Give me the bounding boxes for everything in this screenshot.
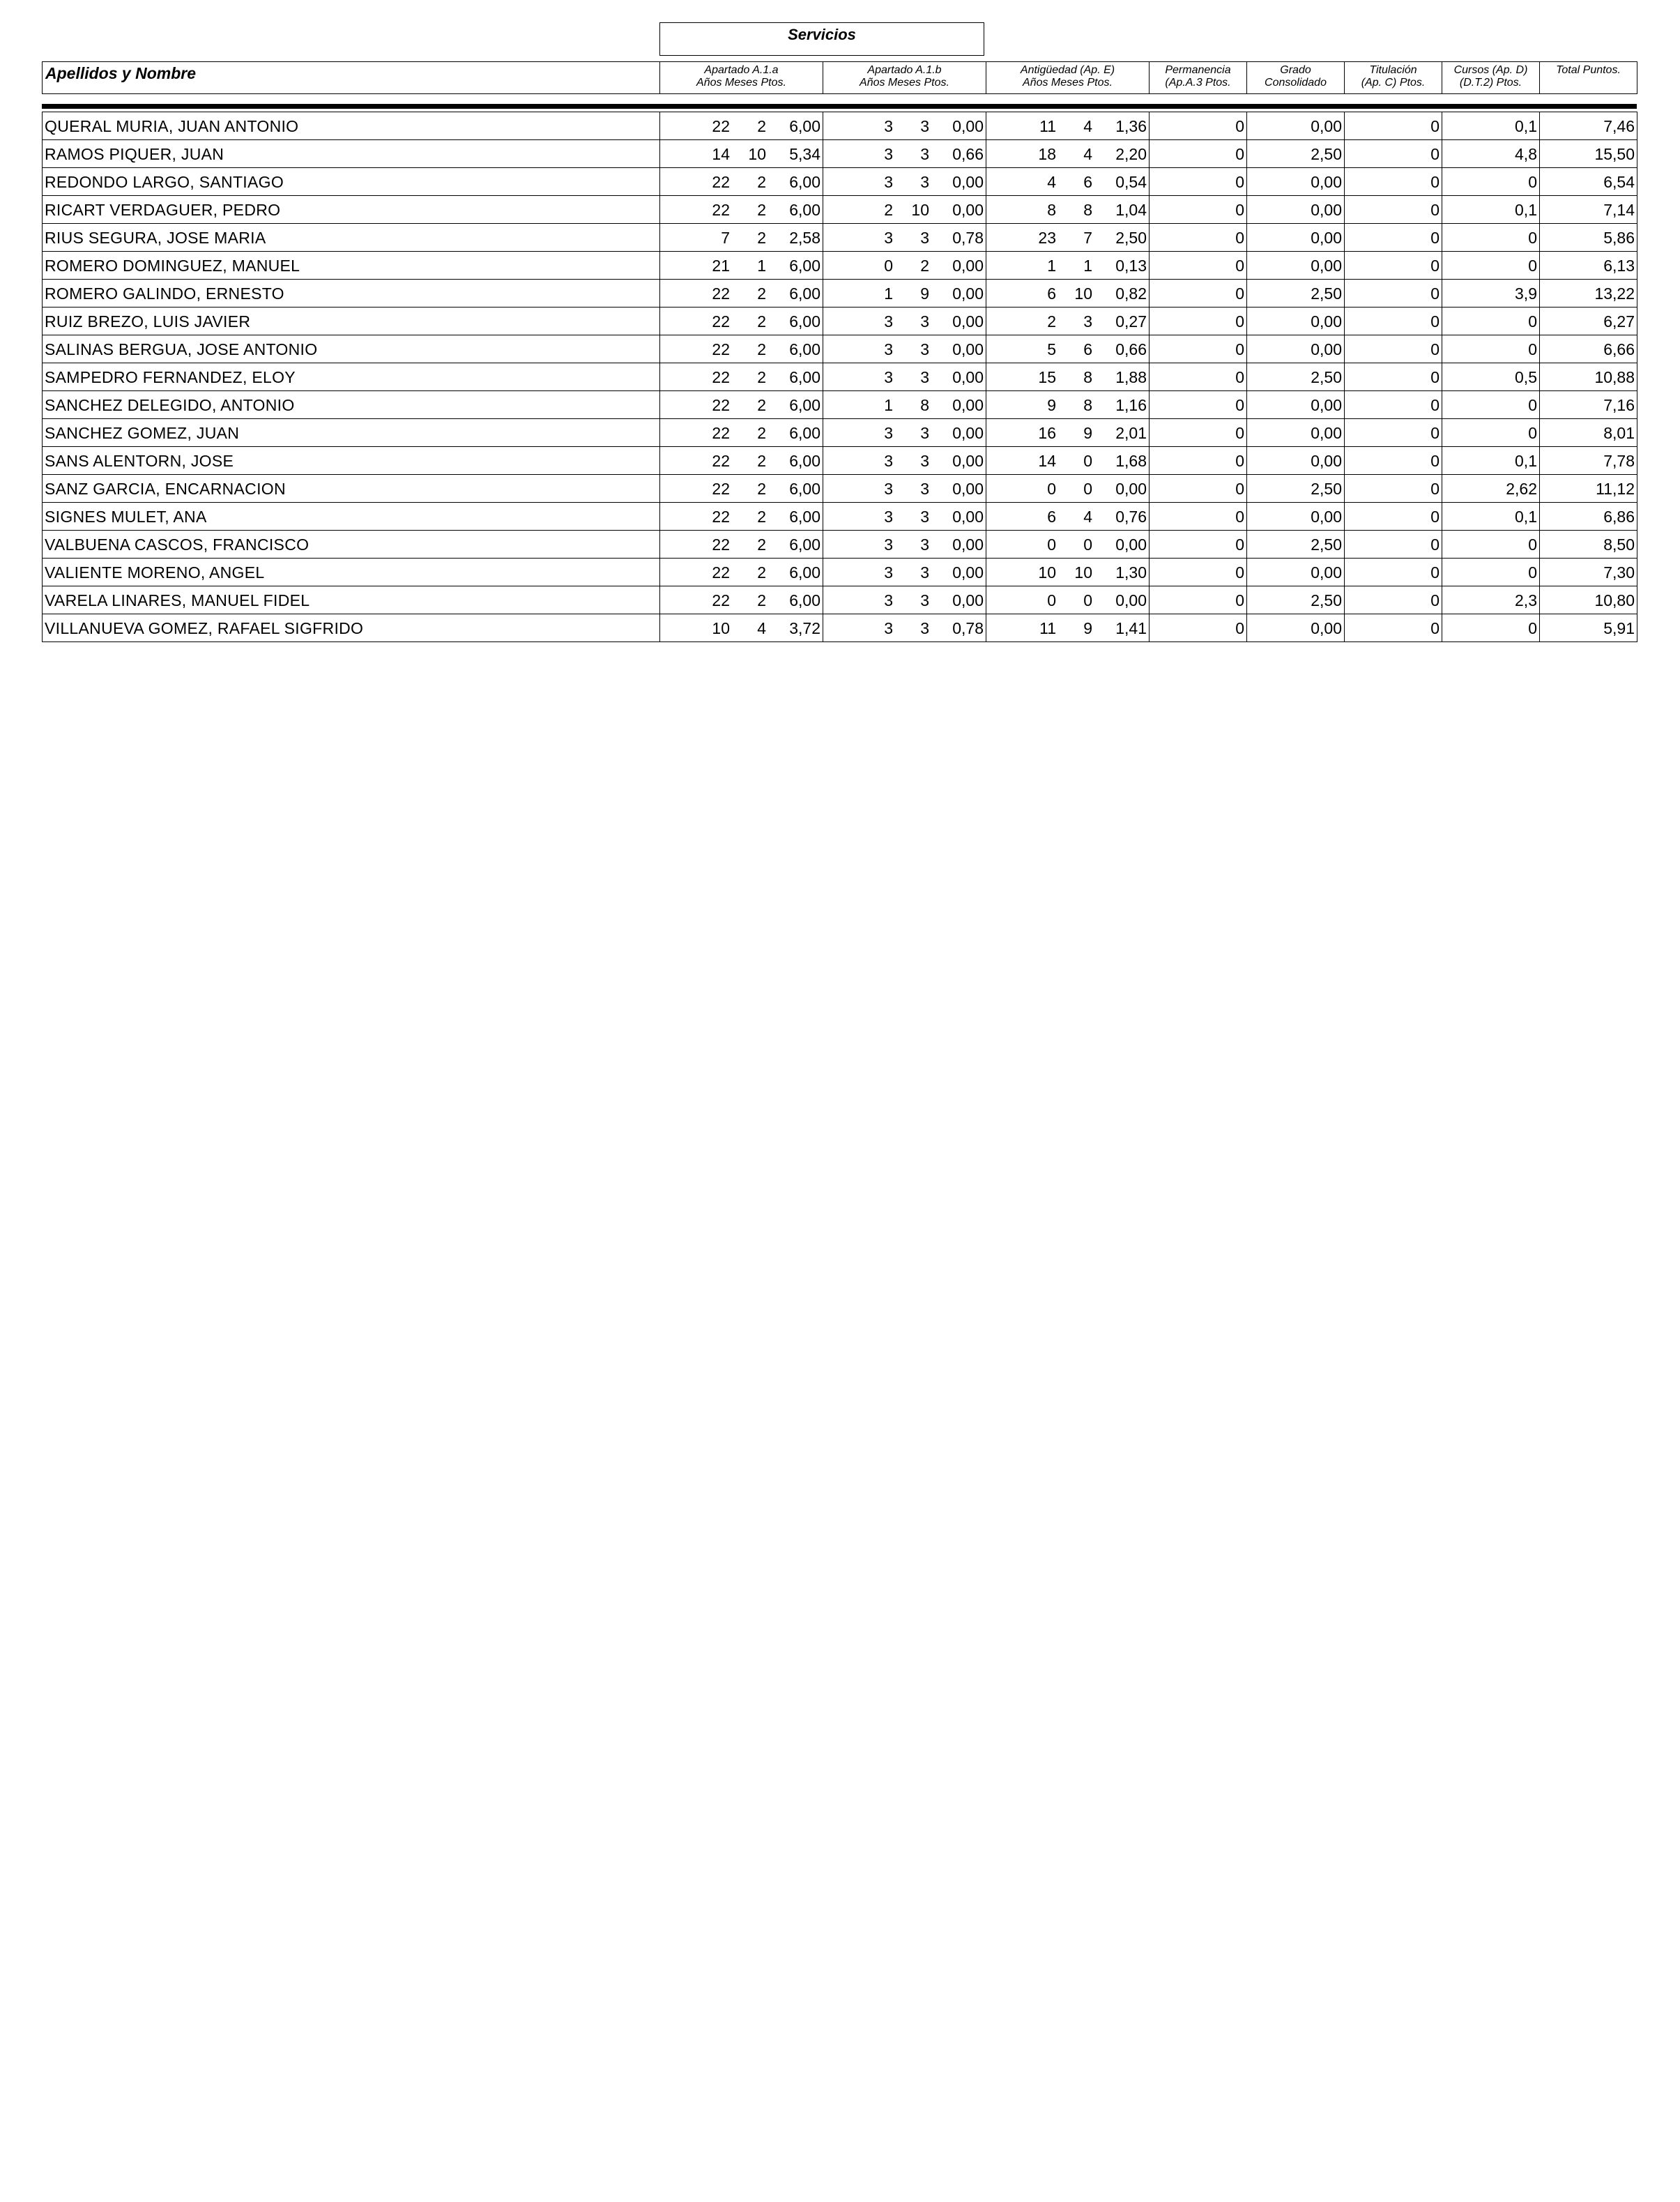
- table-row: [43, 307, 1637, 335]
- cell-permanencia: 0: [1150, 196, 1247, 224]
- header-total: Total Puntos.: [1540, 62, 1637, 94]
- cell-total: 5,86: [1540, 224, 1637, 252]
- scores-table: [42, 112, 1637, 642]
- cell-titulacion: 0: [1345, 196, 1442, 224]
- cell-name: VARELA LINARES, MANUEL FIDEL: [43, 586, 660, 614]
- cell-cursos: 3,9: [1442, 280, 1540, 307]
- cell-titulacion: 0: [1345, 391, 1442, 419]
- cell-a1a: 22 2 6,00: [660, 531, 823, 559]
- cell-name: RIUS SEGURA, JOSE MARIA: [43, 224, 660, 252]
- cell-a1a: 22 2 6,00: [660, 307, 823, 335]
- cell-antiguedad: 15 8 1,88: [986, 363, 1150, 391]
- cell-titulacion: 0: [1345, 168, 1442, 196]
- cell-grado: 0,00: [1247, 168, 1345, 196]
- table-body: [43, 112, 1637, 642]
- cell-grado: 0,00: [1247, 112, 1345, 140]
- cell-a1a: 22 2 6,00: [660, 475, 823, 503]
- cell-a1a: 22 2 6,00: [660, 447, 823, 475]
- cell-antiguedad: 6 10 0,82: [986, 280, 1150, 307]
- cell-name: VALBUENA CASCOS, FRANCISCO: [43, 531, 660, 559]
- cell-permanencia: 0: [1150, 280, 1247, 307]
- cell-grado: 0,00: [1247, 503, 1345, 531]
- cell-a1a: 22 2 6,00: [660, 168, 823, 196]
- cell-antiguedad: 16 9 2,01: [986, 419, 1150, 447]
- table-row: [43, 140, 1637, 168]
- cell-permanencia: 0: [1150, 112, 1247, 140]
- cell-permanencia: 0: [1150, 307, 1247, 335]
- cell-antiguedad: 9 8 1,16: [986, 391, 1150, 419]
- cell-total: 7,14: [1540, 196, 1637, 224]
- cell-grado: 0,00: [1247, 224, 1345, 252]
- cell-titulacion: 0: [1345, 503, 1442, 531]
- cell-titulacion: 0: [1345, 559, 1442, 586]
- cell-total: 8,50: [1540, 531, 1637, 559]
- cell-a1a: 14 10 5,34: [660, 140, 823, 168]
- cell-total: 6,86: [1540, 503, 1637, 531]
- cell-permanencia: 0: [1150, 252, 1247, 280]
- cell-cursos: 0,1: [1442, 447, 1540, 475]
- cell-titulacion: 0: [1345, 112, 1442, 140]
- cell-name: SALINAS BERGUA, JOSE ANTONIO: [43, 335, 660, 363]
- cell-total: 6,27: [1540, 307, 1637, 335]
- cell-antiguedad: 23 7 2,50: [986, 224, 1150, 252]
- table-row: [43, 419, 1637, 447]
- cell-total: 13,22: [1540, 280, 1637, 307]
- cell-grado: 0,00: [1247, 196, 1345, 224]
- cell-antiguedad: 0 0 0,00: [986, 586, 1150, 614]
- cell-titulacion: 0: [1345, 280, 1442, 307]
- cell-cursos: 0: [1442, 531, 1540, 559]
- cell-total: 6,66: [1540, 335, 1637, 363]
- cell-a1b: 3 3 0,00: [823, 307, 986, 335]
- table-row: [43, 503, 1637, 531]
- cell-titulacion: 0: [1345, 363, 1442, 391]
- table-row: [43, 447, 1637, 475]
- table-row: [43, 252, 1637, 280]
- header-antiguedad: Antigüedad (Ap. E) Años Meses Ptos.: [986, 62, 1150, 94]
- cell-total: 15,50: [1540, 140, 1637, 168]
- cell-permanencia: 0: [1150, 224, 1247, 252]
- cell-a1b: 3 3 0,78: [823, 224, 986, 252]
- table-row: [43, 280, 1637, 307]
- cell-grado: 0,00: [1247, 614, 1345, 642]
- cell-name: SAMPEDRO FERNANDEZ, ELOY: [43, 363, 660, 391]
- cell-a1b: 3 3 0,00: [823, 447, 986, 475]
- cell-total: 7,78: [1540, 447, 1637, 475]
- cell-a1b: 3 3 0,78: [823, 614, 986, 642]
- cell-cursos: 0: [1442, 614, 1540, 642]
- cell-antiguedad: 11 4 1,36: [986, 112, 1150, 140]
- cell-a1b: 3 3 0,00: [823, 168, 986, 196]
- cell-total: 10,88: [1540, 363, 1637, 391]
- cell-grado: 0,00: [1247, 391, 1345, 419]
- cell-titulacion: 0: [1345, 475, 1442, 503]
- header-a1a: Apartado A.1.a Años Meses Ptos.: [660, 62, 823, 94]
- cell-grado: 0,00: [1247, 335, 1345, 363]
- cell-a1a: 22 2 6,00: [660, 363, 823, 391]
- table-row: [43, 559, 1637, 586]
- cell-permanencia: 0: [1150, 586, 1247, 614]
- cell-permanencia: 0: [1150, 391, 1247, 419]
- cell-permanencia: 0: [1150, 503, 1247, 531]
- cell-a1a: 22 2 6,00: [660, 419, 823, 447]
- table-row: [43, 168, 1637, 196]
- table-row: [43, 112, 1637, 140]
- table-row: [43, 391, 1637, 419]
- cell-total: 7,16: [1540, 391, 1637, 419]
- cell-total: 7,46: [1540, 112, 1637, 140]
- cell-grado: 0,00: [1247, 447, 1345, 475]
- cell-a1b: 2 10 0,00: [823, 196, 986, 224]
- cell-name: SANS ALENTORN, JOSE: [43, 447, 660, 475]
- cell-titulacion: 0: [1345, 307, 1442, 335]
- cell-name: VALIENTE MORENO, ANGEL: [43, 559, 660, 586]
- cell-a1b: 3 3 0,00: [823, 335, 986, 363]
- cell-a1b: 3 3 0,00: [823, 586, 986, 614]
- header-name: Apellidos y Nombre: [43, 62, 660, 94]
- cell-cursos: 0: [1442, 307, 1540, 335]
- cell-name: SANCHEZ GOMEZ, JUAN: [43, 419, 660, 447]
- cell-name: RUIZ BREZO, LUIS JAVIER: [43, 307, 660, 335]
- cell-a1b: 3 3 0,00: [823, 419, 986, 447]
- cell-cursos: 0: [1442, 168, 1540, 196]
- cell-permanencia: 0: [1150, 168, 1247, 196]
- cell-cursos: 0: [1442, 391, 1540, 419]
- cell-name: SANZ GARCIA, ENCARNACION: [43, 475, 660, 503]
- cell-cursos: 0,1: [1442, 196, 1540, 224]
- cell-name: REDONDO LARGO, SANTIAGO: [43, 168, 660, 196]
- cell-name: VILLANUEVA GOMEZ, RAFAEL SIGFRIDO: [43, 614, 660, 642]
- cell-antiguedad: 10 10 1,30: [986, 559, 1150, 586]
- cell-grado: 2,50: [1247, 140, 1345, 168]
- cell-a1a: 22 2 6,00: [660, 391, 823, 419]
- cell-a1b: 0 2 0,00: [823, 252, 986, 280]
- cell-titulacion: 0: [1345, 419, 1442, 447]
- cell-permanencia: 0: [1150, 335, 1247, 363]
- cell-a1a: 10 4 3,72: [660, 614, 823, 642]
- cell-a1b: 3 3 0,00: [823, 475, 986, 503]
- header-separator-rule: [42, 104, 1637, 109]
- cell-antiguedad: 0 0 0,00: [986, 475, 1150, 503]
- cell-a1a: 22 2 6,00: [660, 503, 823, 531]
- cell-name: SANCHEZ DELEGIDO, ANTONIO: [43, 391, 660, 419]
- table-row: [43, 531, 1637, 559]
- cell-antiguedad: 8 8 1,04: [986, 196, 1150, 224]
- cell-cursos: 4,8: [1442, 140, 1540, 168]
- cell-permanencia: 0: [1150, 363, 1247, 391]
- cell-cursos: 0: [1442, 559, 1540, 586]
- cell-name: QUERAL MURIA, JUAN ANTONIO: [43, 112, 660, 140]
- cell-antiguedad: 14 0 1,68: [986, 447, 1150, 475]
- cell-name: ROMERO DOMINGUEZ, MANUEL: [43, 252, 660, 280]
- cell-titulacion: 0: [1345, 586, 1442, 614]
- cell-cursos: 0,1: [1442, 503, 1540, 531]
- cell-permanencia: 0: [1150, 614, 1247, 642]
- servicios-group-header: Servicios: [659, 22, 984, 56]
- cell-a1b: 3 3 0,00: [823, 559, 986, 586]
- cell-cursos: 0: [1442, 335, 1540, 363]
- cell-a1b: 3 3 0,66: [823, 140, 986, 168]
- cell-a1b: 1 9 0,00: [823, 280, 986, 307]
- cell-antiguedad: 1 1 0,13: [986, 252, 1150, 280]
- cell-titulacion: 0: [1345, 140, 1442, 168]
- cell-cursos: 0,5: [1442, 363, 1540, 391]
- cell-total: 11,12: [1540, 475, 1637, 503]
- column-headers: [42, 61, 1637, 94]
- cell-grado: 2,50: [1247, 475, 1345, 503]
- header-permanencia: Permanencia (Ap.A.3 Ptos.: [1150, 62, 1247, 94]
- cell-titulacion: 0: [1345, 252, 1442, 280]
- cell-grado: 2,50: [1247, 363, 1345, 391]
- cell-titulacion: 0: [1345, 224, 1442, 252]
- cell-titulacion: 0: [1345, 335, 1442, 363]
- cell-grado: 0,00: [1247, 252, 1345, 280]
- cell-cursos: 0,1: [1442, 112, 1540, 140]
- header-cursos: Cursos (Ap. D) (D.T.2) Ptos.: [1442, 62, 1540, 94]
- cell-total: 10,80: [1540, 586, 1637, 614]
- cell-cursos: 0: [1442, 252, 1540, 280]
- cell-total: 8,01: [1540, 419, 1637, 447]
- cell-total: 5,91: [1540, 614, 1637, 642]
- cell-antiguedad: 2 3 0,27: [986, 307, 1150, 335]
- cell-total: 6,13: [1540, 252, 1637, 280]
- cell-a1a: 22 2 6,00: [660, 335, 823, 363]
- cell-a1b: 3 3 0,00: [823, 503, 986, 531]
- cell-cursos: 2,62: [1442, 475, 1540, 503]
- cell-a1a: 22 2 6,00: [660, 280, 823, 307]
- table-row: [43, 363, 1637, 391]
- cell-a1a: 22 2 6,00: [660, 559, 823, 586]
- cell-antiguedad: 18 4 2,20: [986, 140, 1150, 168]
- cell-cursos: 0: [1442, 419, 1540, 447]
- cell-a1b: 3 3 0,00: [823, 531, 986, 559]
- cell-a1b: 3 3 0,00: [823, 363, 986, 391]
- cell-a1a: 22 2 6,00: [660, 196, 823, 224]
- cell-permanencia: 0: [1150, 140, 1247, 168]
- cell-a1a: 21 1 6,00: [660, 252, 823, 280]
- cell-grado: 2,50: [1247, 531, 1345, 559]
- table-row: [43, 614, 1637, 642]
- table-row: [43, 196, 1637, 224]
- cell-permanencia: 0: [1150, 447, 1247, 475]
- cell-name: SIGNES MULET, ANA: [43, 503, 660, 531]
- cell-antiguedad: 0 0 0,00: [986, 531, 1150, 559]
- cell-permanencia: 0: [1150, 419, 1247, 447]
- cell-a1a: 7 2 2,58: [660, 224, 823, 252]
- cell-a1a: 22 2 6,00: [660, 112, 823, 140]
- cell-antiguedad: 5 6 0,66: [986, 335, 1150, 363]
- cell-a1b: 3 3 0,00: [823, 112, 986, 140]
- cell-titulacion: 0: [1345, 531, 1442, 559]
- cell-permanencia: 0: [1150, 531, 1247, 559]
- cell-name: RICART VERDAGUER, PEDRO: [43, 196, 660, 224]
- cell-grado: 0,00: [1247, 307, 1345, 335]
- cell-grado: 2,50: [1247, 280, 1345, 307]
- cell-name: RAMOS PIQUER, JUAN: [43, 140, 660, 168]
- cell-cursos: 0: [1442, 224, 1540, 252]
- cell-a1a: 22 2 6,00: [660, 586, 823, 614]
- cell-antiguedad: 4 6 0,54: [986, 168, 1150, 196]
- cell-total: 6,54: [1540, 168, 1637, 196]
- table-row: [43, 224, 1637, 252]
- table-row: [43, 335, 1637, 363]
- table-row: [43, 475, 1637, 503]
- cell-total: 7,30: [1540, 559, 1637, 586]
- header-a1b: Apartado A.1.b Años Meses Ptos.: [823, 62, 986, 94]
- cell-name: ROMERO GALINDO, ERNESTO: [43, 280, 660, 307]
- cell-permanencia: 0: [1150, 559, 1247, 586]
- header-titulacion: Titulación (Ap. C) Ptos.: [1345, 62, 1442, 94]
- table-row: [43, 586, 1637, 614]
- cell-antiguedad: 11 9 1,41: [986, 614, 1150, 642]
- cell-grado: 0,00: [1247, 419, 1345, 447]
- header-grado: Grado Consolidado: [1247, 62, 1345, 94]
- cell-titulacion: 0: [1345, 614, 1442, 642]
- cell-a1b: 1 8 0,00: [823, 391, 986, 419]
- cell-titulacion: 0: [1345, 447, 1442, 475]
- cell-grado: 2,50: [1247, 586, 1345, 614]
- cell-antiguedad: 6 4 0,76: [986, 503, 1150, 531]
- cell-permanencia: 0: [1150, 475, 1247, 503]
- cell-cursos: 2,3: [1442, 586, 1540, 614]
- cell-grado: 0,00: [1247, 559, 1345, 586]
